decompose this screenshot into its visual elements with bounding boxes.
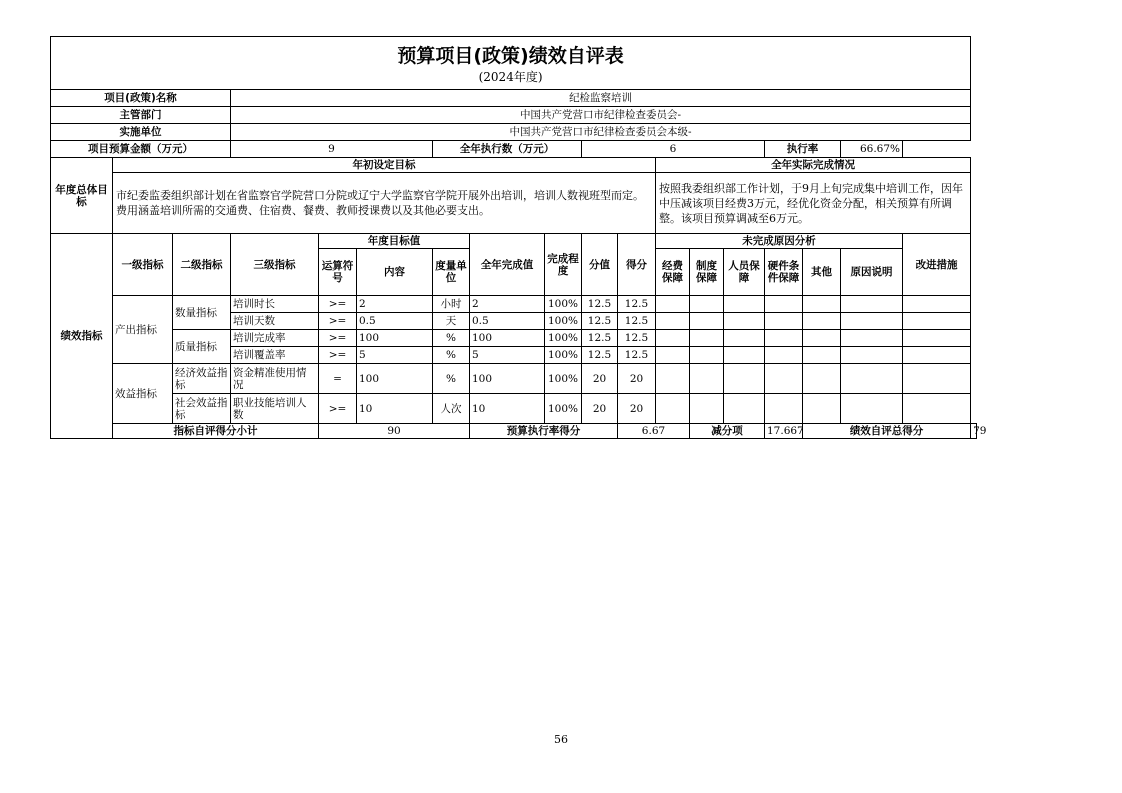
actual-completion-header: 全年实际完成情况 [656,158,971,173]
reason-desc-header: 原因说明 [841,249,903,296]
subtotal-value: 90 [319,424,470,439]
level3-header: 三级指标 [231,234,319,296]
completion-header: 完成程度 [545,234,582,296]
indicator-unit: 人次 [433,394,470,424]
score-header: 得分 [618,234,656,296]
improvement-header: 改进措施 [903,234,971,296]
indicator-unit: % [433,364,470,394]
initial-goal-header: 年初设定目标 [113,158,656,173]
performance-self-evaluation-form [50,36,987,439]
indicator-score: 12.5 [618,330,656,347]
page-number: 56 [554,733,568,746]
indicator-score: 12.5 [618,347,656,364]
indicator-score-value: 20 [582,394,618,424]
table-row [51,296,977,313]
subtotal-label: 指标自评得分小计 [113,424,319,439]
social-benefit-label: 社会效益指标 [173,394,231,424]
indicator-unit: % [433,347,470,364]
other-header: 其他 [803,249,841,296]
indicator-content: 100 [357,364,433,394]
indicator-content: 5 [357,347,433,364]
indicator-unit: % [433,330,470,347]
quality-indicator-label: 质量指标 [173,330,231,364]
indicator-operator: = [319,364,357,394]
deduction-value: 17.667 [765,424,803,439]
exec-label: 全年执行数（万元） [433,141,582,158]
impl-label: 实施单位 [51,124,231,141]
table-row [51,394,977,424]
indicator-score-value: 12.5 [582,296,618,313]
dept-value: 中国共产党营口市纪律检查委员会- [231,107,971,124]
level1-header: 一级指标 [113,234,173,296]
indicator-content: 10 [357,394,433,424]
indicator-actual: 100 [470,330,545,347]
indicator-score: 20 [618,364,656,394]
indicator-content: 2 [357,296,433,313]
total-score-value: 79 [971,424,977,439]
rate-value: 66.67% [841,141,903,158]
page-title: 预算项目(政策)绩效自评表 [397,45,624,67]
indicator-content: 0.5 [357,313,433,330]
system-header: 制度保障 [690,249,724,296]
actual-value-header: 全年完成值 [470,234,545,296]
budget-label: 项目预算金额（万元） [51,141,231,158]
indicator-score-value: 20 [582,364,618,394]
performance-indicators-label: 绩效指标 [51,234,113,439]
indicator-actual: 100 [470,364,545,394]
indicator-name: 培训覆盖率 [231,347,319,364]
page-subtitle: (2024年度) [478,70,543,84]
indicator-actual: 10 [470,394,545,424]
benefit-indicator-label: 效益指标 [113,364,173,424]
output-indicator-label: 产出指标 [113,296,173,364]
indicator-completion: 100% [545,313,582,330]
deduction-label: 减分项 [690,424,765,439]
indicator-completion: 100% [545,394,582,424]
indicator-unit: 天 [433,313,470,330]
indicator-name: 职业技能培训人数 [231,394,319,424]
indicator-actual: 2 [470,296,545,313]
indicator-score: 12.5 [618,313,656,330]
indicator-completion: 100% [545,296,582,313]
indicator-operator: >= [319,347,357,364]
quantity-indicator-label: 数量指标 [173,296,231,330]
annual-goal-label: 年度总体目标 [51,158,113,234]
title-block [51,37,971,90]
indicator-actual: 0.5 [470,313,545,330]
indicator-completion: 100% [545,347,582,364]
indicator-score-value: 12.5 [582,347,618,364]
level2-header: 二级指标 [173,234,231,296]
funding-header: 经费保障 [656,249,690,296]
indicator-operator: >= [319,313,357,330]
content-header: 内容 [357,249,433,296]
operator-header: 运算符号 [319,249,357,296]
indicator-completion: 100% [545,330,582,347]
annual-target-header: 年度目标值 [319,234,470,249]
indicator-score-value: 12.5 [582,313,618,330]
unit-header: 度量单位 [433,249,470,296]
hardware-header: 硬件条件保障 [765,249,803,296]
indicator-completion: 100% [545,364,582,394]
exec-value: 6 [582,141,765,158]
indicator-operator: >= [319,296,357,313]
indicator-operator: >= [319,330,357,347]
indicator-operator: >= [319,394,357,424]
score-value-header: 分值 [582,234,618,296]
indicator-score-value: 12.5 [582,330,618,347]
indicator-name: 培训天数 [231,313,319,330]
table-row [51,330,977,347]
rate-label: 执行率 [765,141,841,158]
indicator-name: 资金精准使用情况 [231,364,319,394]
initial-goal-text: 市纪委监委组织部计划在省监察官学院营口分院或辽宁大学监察官学院开展外出培训，培训人数视班型而定。费用涵盖培训所需的交通费、住宿费、餐费、教师授课费以及其他必要支出。 [113,173,656,234]
indicator-name: 培训完成率 [231,330,319,347]
economic-benefit-label: 经济效益指标 [173,364,231,394]
budget-value: 9 [231,141,433,158]
exec-score-label: 预算执行率得分 [470,424,618,439]
personnel-header: 人员保障 [724,249,765,296]
indicator-unit: 小时 [433,296,470,313]
indicator-actual: 5 [470,347,545,364]
impl-value: 中国共产党营口市纪律检查委员会本级- [231,124,971,141]
indicator-score: 12.5 [618,296,656,313]
evaluation-table [50,36,987,439]
indicator-score: 20 [618,394,656,424]
indicator-content: 100 [357,330,433,347]
total-score-label: 绩效自评总得分 [803,424,971,439]
dept-label: 主管部门 [51,107,231,124]
exec-score-value: 6.67 [618,424,690,439]
table-row [51,364,977,394]
indicator-name: 培训时长 [231,296,319,313]
project-name-value: 纪检监察培训 [231,90,971,107]
project-name-label: 项目(政策)名称 [51,90,231,107]
reason-analysis-header: 未完成原因分析 [656,234,903,249]
actual-completion-text: 按照我委组织部工作计划，于9月上旬完成集中培训工作，因年中压减该项目经费3万元，经优化资金分配，相关预算有所调整。该项目预算调减至6万元。 [656,173,971,234]
